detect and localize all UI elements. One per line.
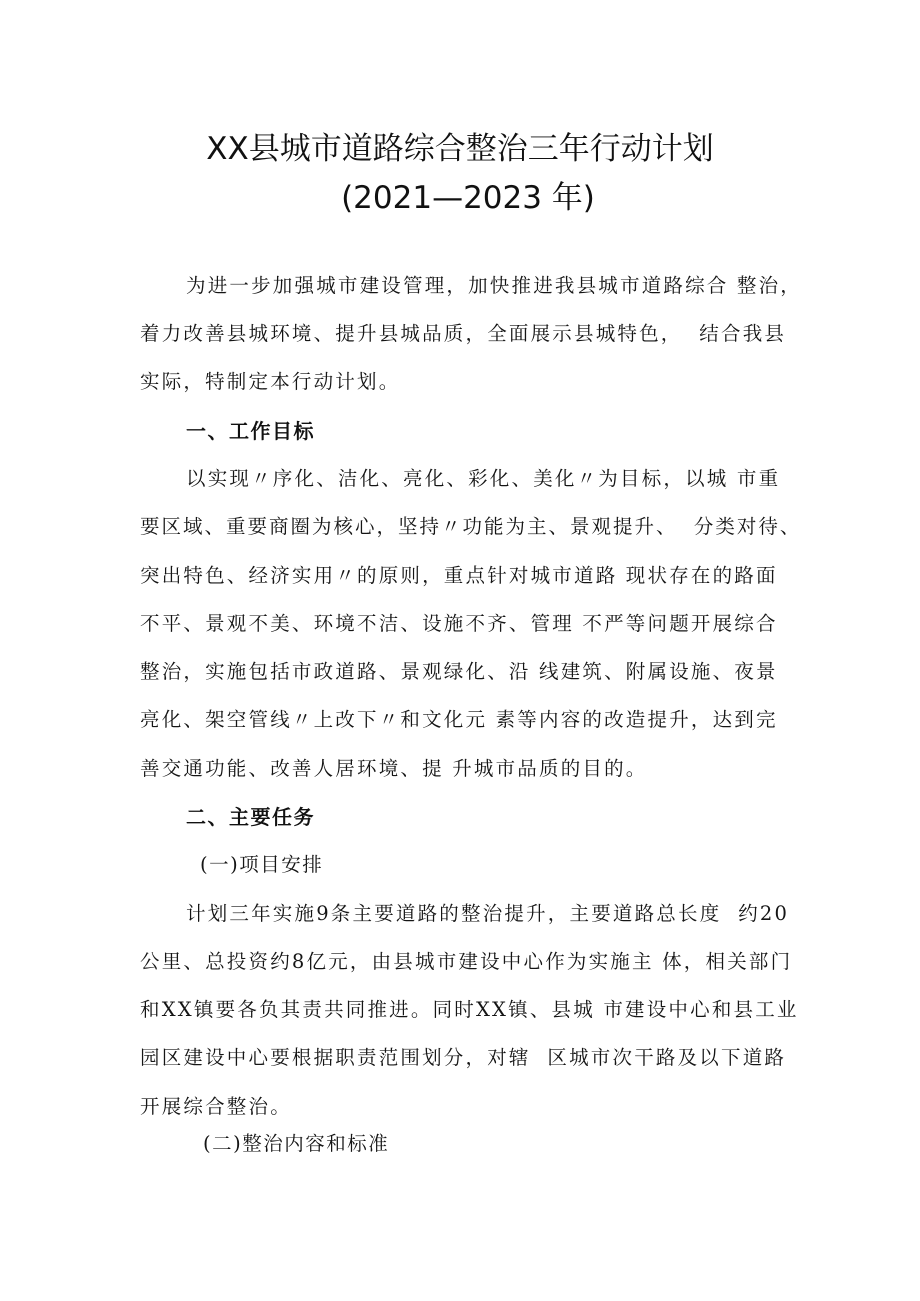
intro-line: 为进一步加强城市建设管理，加快推进我县城市道路综合 整治，	[186, 274, 802, 297]
paragraph-line: 善交通功能、改善人居环境、提 升城市品质的目的。	[140, 757, 648, 780]
intro-line: 实际，特制定本行动计划。	[140, 370, 401, 393]
paragraph-line: 园区建设中心要根据职责范围划分，对辖 区城市次干路及以下道路	[140, 1046, 787, 1069]
paragraph-line: 计划三年实施9条主要道路的整治提升，主要道路总长度 约20	[186, 902, 790, 925]
subsection-heading-standards: (二)整治内容和标准	[203, 1132, 390, 1155]
subsection-heading-projects: (一)项目安排	[200, 853, 324, 876]
paragraph-line: 要区域、重要商圈为核心，坚持〃功能为主、景观提升、 分类对待、	[140, 515, 802, 538]
paragraph-line: 不平、景观不美、环境不洁、设施不齐、管理 不严等问题开展综合	[140, 612, 778, 635]
paragraph-line: 公里、总投资约8亿元，由县城市建设中心作为实施主 体，相关部门	[140, 950, 793, 973]
section-heading-goals: 一、工作目标	[186, 419, 315, 443]
paragraph-line: 亮化、架空管线〃上改下〃和文化元 素等内容的改造提升，达到完	[140, 708, 778, 731]
document-subtitle: (2021—2023 年)	[341, 180, 595, 216]
paragraph-line: 整治，实施包括市政道路、景观绿化、沿 线建筑、附属设施、夜景	[140, 660, 778, 683]
section-heading-tasks: 二、主要任务	[186, 805, 315, 829]
paragraph-line: 突出特色、经济实用〃的原则，重点针对城市道路 现状存在的路面	[140, 564, 778, 587]
document-title: XX县城市道路综合整治三年行动计划	[206, 131, 714, 167]
paragraph-line: 以实现〃序化、洁化、亮化、彩化、美化〃为目标，以城 市重	[186, 467, 781, 490]
paragraph-line: 开展综合整治。	[140, 1095, 292, 1118]
paragraph-line: 和XX镇要各负其责共同推进。同时XX镇、县城 市建设中心和县工业	[140, 998, 799, 1021]
intro-line: 着力改善县城环境、提升县城品质，全面展示县城特色， 结合我县	[140, 322, 787, 345]
